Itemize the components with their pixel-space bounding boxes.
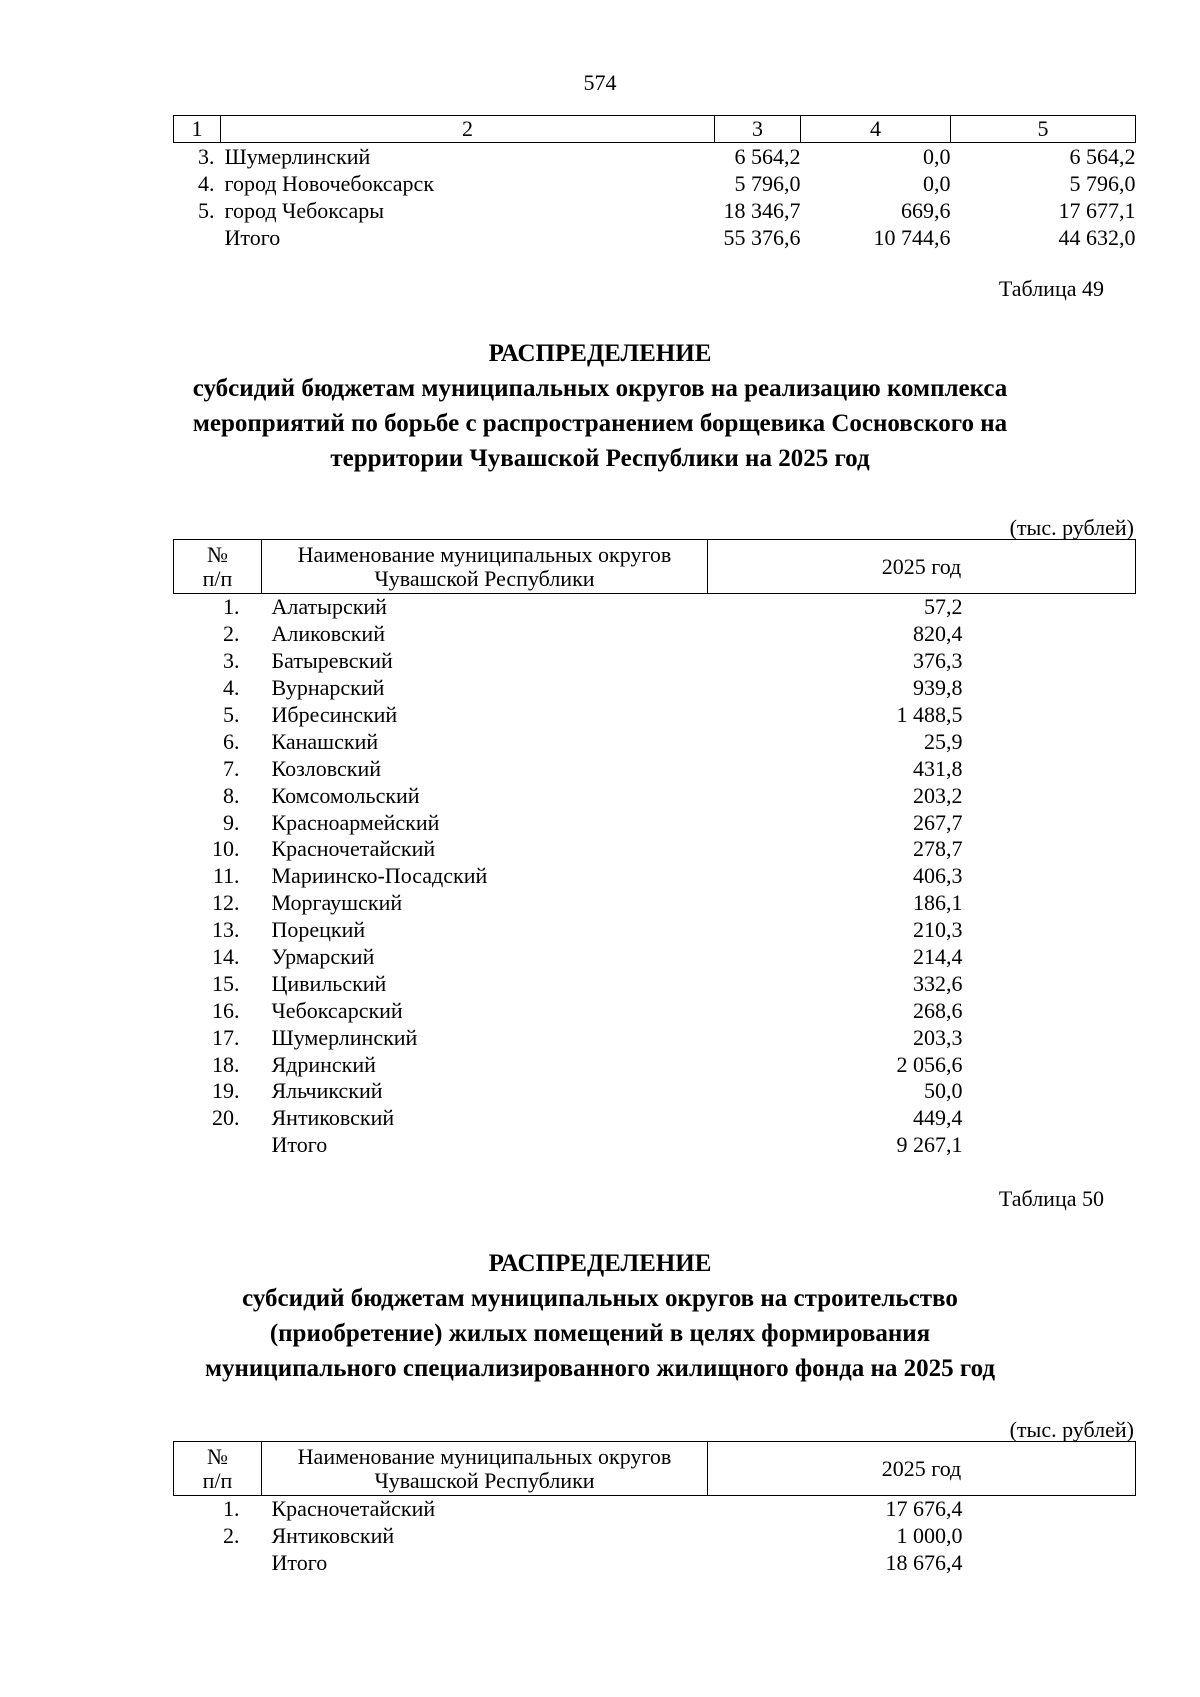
row-name: Алатырский <box>271 594 387 620</box>
table49-title <box>150 336 1050 476</box>
table-row <box>174 728 1136 755</box>
row-name: Комсомольский <box>271 782 420 808</box>
table-row <box>174 1523 1136 1550</box>
row-col-5: 17 677,1 <box>1058 198 1136 223</box>
table-row <box>174 1550 1136 1577</box>
table-row <box>174 702 1136 729</box>
row-name: Моргаушский <box>271 890 403 916</box>
table-row <box>174 836 1136 863</box>
row-value: 406,3 <box>913 863 963 889</box>
row-value: 203,2 <box>913 782 963 808</box>
row-number: 9. <box>223 809 240 835</box>
row-name: Чебоксарский <box>271 997 403 1023</box>
table-row <box>174 675 1136 702</box>
table49-units: (тыс. рублей) <box>1009 515 1134 540</box>
row-col-3: 6 564,2 <box>734 144 801 169</box>
row-name: Канашский <box>271 728 379 754</box>
row-value: 50,0 <box>924 1078 963 1104</box>
row-col-3: 5 796,0 <box>734 171 801 196</box>
row-name: Красноармейский <box>271 809 440 835</box>
table49-title-line: мероприятий по борьбе с распространением борщевика Сосновского на <box>192 410 1008 437</box>
table-row <box>174 1132 1136 1159</box>
row-number: 10. <box>212 836 240 862</box>
table-row <box>174 890 1136 917</box>
row-number: 15. <box>212 970 240 996</box>
row-value: 1 000,0 <box>896 1523 963 1549</box>
table-row <box>174 1078 1136 1105</box>
header-col-3: 3 <box>715 116 801 143</box>
row-number: 20. <box>212 1105 240 1131</box>
table-row <box>174 1105 1136 1132</box>
table49-title-line: территории Чувашской Республики на 2025 год <box>330 445 870 472</box>
row-name: Порецкий <box>271 917 366 943</box>
table-row <box>174 197 1136 224</box>
row-number: 2. <box>223 1523 240 1549</box>
header-year: 2025 год <box>708 540 1136 594</box>
row-name: Красночетайский <box>271 1496 436 1522</box>
table-row <box>174 594 1136 621</box>
header-year: 2025 год <box>708 1442 1136 1496</box>
row-number: 7. <box>223 755 240 781</box>
table-row <box>174 143 1136 171</box>
row-value: 939,8 <box>913 675 963 701</box>
table50-header-row <box>174 1442 1136 1496</box>
header-col-1: 1 <box>174 116 221 143</box>
row-number: 1. <box>223 1496 240 1522</box>
row-value: 268,6 <box>913 997 963 1023</box>
continuation-table <box>173 115 1136 251</box>
row-name: Итого <box>271 1132 328 1158</box>
row-value: 203,3 <box>913 1024 963 1050</box>
table-row <box>174 170 1136 197</box>
page-number: 574 <box>583 70 617 95</box>
row-value: 17 676,4 <box>885 1496 963 1522</box>
row-number: 3. <box>223 648 240 674</box>
continuation-header-row <box>174 116 1136 143</box>
row-value: 186,1 <box>913 890 963 916</box>
table-row <box>174 863 1136 890</box>
table49-title-line: субсидий бюджетам муниципальных округов на реализацию комплекса <box>192 375 1008 402</box>
header-col-5: 5 <box>951 116 1136 143</box>
header-number-line: № <box>207 541 228 567</box>
row-number: 19. <box>212 1078 240 1104</box>
table-row <box>174 997 1136 1024</box>
header-number <box>174 540 262 594</box>
row-value: 431,8 <box>913 755 963 781</box>
table-row <box>174 1024 1136 1051</box>
table50-title <box>150 1246 1050 1386</box>
row-number: 5. <box>223 702 240 727</box>
table50-title-line: муниципального специализированного жилищного фонда на 2025 год <box>204 1355 996 1382</box>
table-row <box>174 782 1136 809</box>
row-name: Итого <box>271 1550 328 1576</box>
row-name: Вурнарский <box>271 675 385 701</box>
row-name: Ибресинский <box>271 702 398 727</box>
row-name: Красночетайский <box>271 836 436 862</box>
header-number <box>174 1442 262 1496</box>
row-col-3: 18 346,7 <box>723 198 801 223</box>
row-number <box>174 1550 262 1577</box>
row-col-5: 44 632,0 <box>1058 225 1136 250</box>
row-number: 3. <box>198 144 215 169</box>
row-name: Итого <box>224 225 281 250</box>
row-name: Батыревский <box>271 648 393 674</box>
row-number <box>174 1132 262 1159</box>
header-name-line: Чувашской Республики <box>374 565 595 591</box>
table-row <box>174 917 1136 944</box>
row-name: Козловский <box>271 755 382 781</box>
row-number: 11. <box>212 863 240 889</box>
table50-title-line: субсидий бюджетам муниципальных округов на строительство <box>242 1285 958 1312</box>
row-col-5: 5 796,0 <box>1069 171 1136 196</box>
row-number: 2. <box>223 621 240 647</box>
row-value: 449,4 <box>913 1105 963 1131</box>
row-name: Ядринский <box>271 1051 376 1077</box>
row-number: 6. <box>223 728 240 754</box>
row-name: Янтиковский <box>271 1105 395 1131</box>
table-row <box>174 648 1136 675</box>
row-number: 16. <box>212 997 240 1023</box>
table50-title-line: РАСПРЕДЕЛЕНИЕ <box>488 1250 712 1277</box>
row-col-4: 0,0 <box>923 144 951 169</box>
row-name: Шумерлинский <box>224 144 371 169</box>
header-name <box>262 540 708 594</box>
table50-units: (тыс. рублей) <box>1009 1417 1134 1442</box>
row-value: 214,4 <box>913 944 963 970</box>
row-col-3: 55 376,6 <box>723 225 801 250</box>
row-col-4: 669,6 <box>901 198 951 223</box>
row-number: 1. <box>223 594 240 620</box>
header-number-line: п/п <box>202 565 233 591</box>
row-number: 5. <box>198 198 215 223</box>
row-number: 4. <box>198 171 215 196</box>
table49-header-row <box>174 540 1136 594</box>
row-value: 18 676,4 <box>885 1550 963 1576</box>
row-value: 1 488,5 <box>896 702 963 727</box>
header-number-line: № <box>207 1443 228 1469</box>
row-number: 17. <box>212 1024 240 1050</box>
row-value: 25,9 <box>924 728 963 754</box>
row-value: 57,2 <box>924 594 963 620</box>
row-name: Урмарский <box>271 944 375 970</box>
header-name-line: Наименование муниципальных округов <box>297 541 672 567</box>
row-number: 4. <box>223 675 240 701</box>
table-row <box>174 1496 1136 1523</box>
row-value: 9 267,1 <box>896 1132 963 1158</box>
row-number: 12. <box>212 890 240 916</box>
table-row <box>174 224 1136 251</box>
row-number: 8. <box>223 782 240 808</box>
row-value: 332,6 <box>913 970 963 996</box>
row-value: 267,7 <box>913 809 963 835</box>
header-name-line: Наименование муниципальных округов <box>297 1443 672 1469</box>
table49-title-line: РАСПРЕДЕЛЕНИЕ <box>488 340 712 367</box>
row-col-4: 10 744,6 <box>873 225 951 250</box>
row-value: 278,7 <box>913 836 963 862</box>
table-row <box>174 755 1136 782</box>
row-number: 18. <box>212 1051 240 1077</box>
table49 <box>173 539 1136 1159</box>
header-name <box>262 1442 708 1496</box>
header-number-line: п/п <box>202 1467 233 1493</box>
row-value: 376,3 <box>913 648 963 674</box>
row-number: 14. <box>212 944 240 970</box>
table-row <box>174 1051 1136 1078</box>
row-number <box>174 224 221 251</box>
table-row <box>174 944 1136 971</box>
table-row <box>174 970 1136 997</box>
header-col-2: 2 <box>221 116 715 143</box>
row-number: 13. <box>212 917 240 943</box>
row-value: 210,3 <box>913 917 963 943</box>
row-value: 2 056,6 <box>896 1051 963 1077</box>
row-name: Шумерлинский <box>271 1024 418 1050</box>
row-name: Аликовский <box>271 621 385 647</box>
table50-title-line: (приобретение) жилых помещений в целях формирования <box>269 1320 931 1347</box>
table49-label: Таблица 49 <box>998 276 1104 301</box>
table50 <box>173 1441 1136 1577</box>
table50-label: Таблица 50 <box>998 1186 1104 1211</box>
row-name: Яльчикский <box>271 1078 383 1104</box>
row-name: Мариинско-Посадский <box>271 863 488 889</box>
table-row <box>174 809 1136 836</box>
row-name: город Новочебоксарск <box>224 171 435 196</box>
row-value: 820,4 <box>913 621 963 647</box>
table-row <box>174 621 1136 648</box>
row-name: город Чебоксары <box>224 198 385 223</box>
row-col-4: 0,0 <box>923 171 951 196</box>
row-name: Янтиковский <box>271 1523 395 1549</box>
row-name: Цивильский <box>271 970 387 996</box>
header-col-4: 4 <box>801 116 951 143</box>
row-col-5: 6 564,2 <box>1069 144 1136 169</box>
header-name-line: Чувашской Республики <box>374 1467 595 1493</box>
